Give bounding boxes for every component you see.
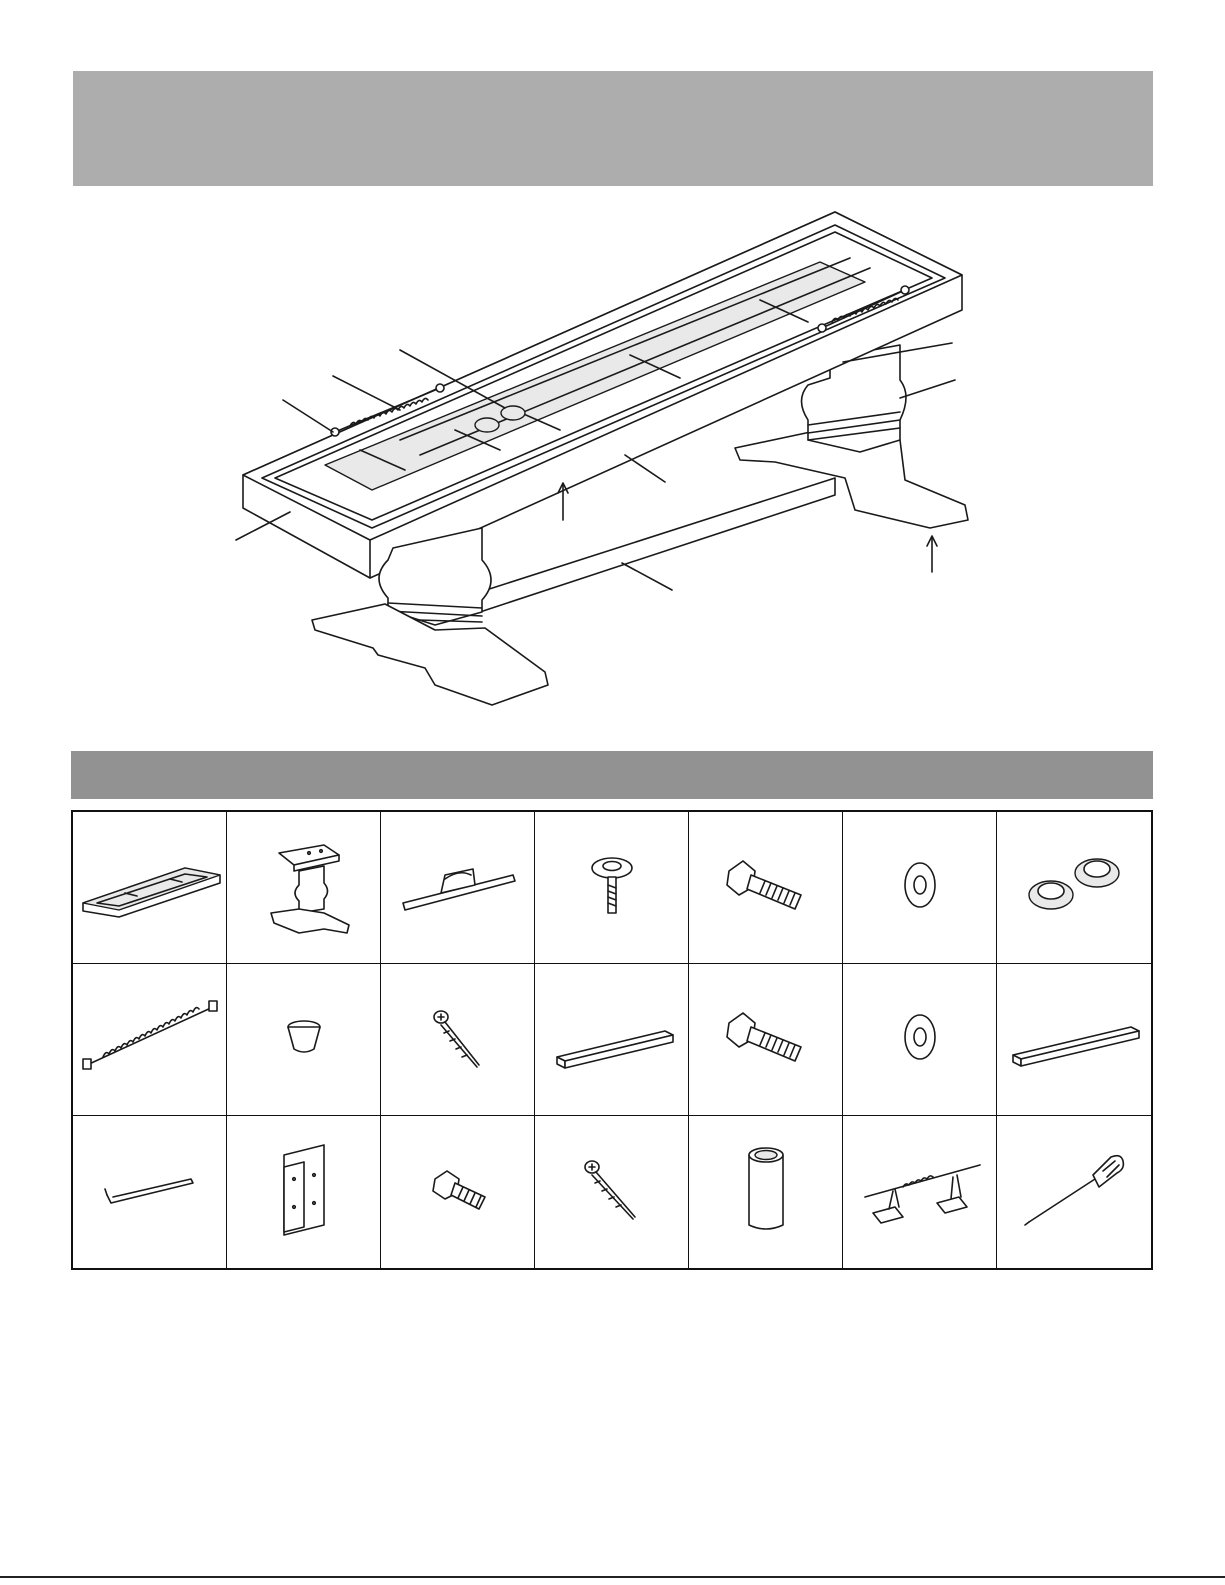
powder-wax-can-icon bbox=[691, 1117, 841, 1267]
footer-rule bbox=[0, 1576, 1225, 1578]
part-cell-20 bbox=[843, 1116, 997, 1268]
short-hex-bolt-icon bbox=[383, 1117, 533, 1267]
part-cell-14 bbox=[997, 964, 1151, 1116]
part-cell-2 bbox=[227, 812, 381, 964]
corner-bracket-icon bbox=[229, 1117, 379, 1267]
part-cell-7 bbox=[997, 812, 1151, 964]
spring-cable-icon bbox=[75, 965, 225, 1115]
climate-adjuster-icon bbox=[845, 1117, 995, 1267]
screwdriver-icon bbox=[999, 1117, 1149, 1267]
part-cell-16 bbox=[227, 1116, 381, 1268]
cross-brace-icon bbox=[383, 813, 533, 963]
parts-list-banner bbox=[71, 751, 1153, 799]
part-cell-10 bbox=[381, 964, 535, 1116]
part-cell-12 bbox=[689, 964, 843, 1116]
flat-washer-icon bbox=[845, 965, 995, 1115]
part-cell-3 bbox=[381, 812, 535, 964]
part-cell-15 bbox=[73, 1116, 227, 1268]
part-cell-8 bbox=[73, 964, 227, 1116]
part-cell-13 bbox=[843, 964, 997, 1116]
part-cell-21 bbox=[997, 1116, 1151, 1268]
part-cell-6 bbox=[843, 812, 997, 964]
part-cell-19 bbox=[689, 1116, 843, 1268]
leg-leveler-icon bbox=[537, 813, 687, 963]
part-cell-18 bbox=[535, 1116, 689, 1268]
part-cell-1 bbox=[73, 812, 227, 964]
wood-strip-icon bbox=[537, 965, 687, 1115]
pucks-icon bbox=[999, 813, 1149, 963]
part-cell-9 bbox=[227, 964, 381, 1116]
small-screw-icon bbox=[537, 1117, 687, 1267]
rubber-foot-icon bbox=[229, 965, 379, 1115]
part-cell-4 bbox=[535, 812, 689, 964]
part-cell-17 bbox=[381, 1116, 535, 1268]
long-hex-bolt-icon bbox=[691, 813, 841, 963]
wood-screw-icon bbox=[383, 965, 533, 1115]
part-cell-5 bbox=[689, 812, 843, 964]
hex-bolt-icon bbox=[691, 965, 841, 1115]
allen-wrench-icon bbox=[75, 1117, 225, 1267]
playfield-icon bbox=[75, 813, 225, 963]
part-cell-11 bbox=[535, 964, 689, 1116]
long-wood-strip-icon bbox=[999, 965, 1149, 1115]
header-banner bbox=[73, 71, 1153, 186]
shuffleboard-assembly-diagram bbox=[0, 190, 1225, 730]
large-washer-icon bbox=[845, 813, 995, 963]
pedestal-leg-icon bbox=[229, 813, 379, 963]
parts-grid bbox=[71, 810, 1153, 1270]
